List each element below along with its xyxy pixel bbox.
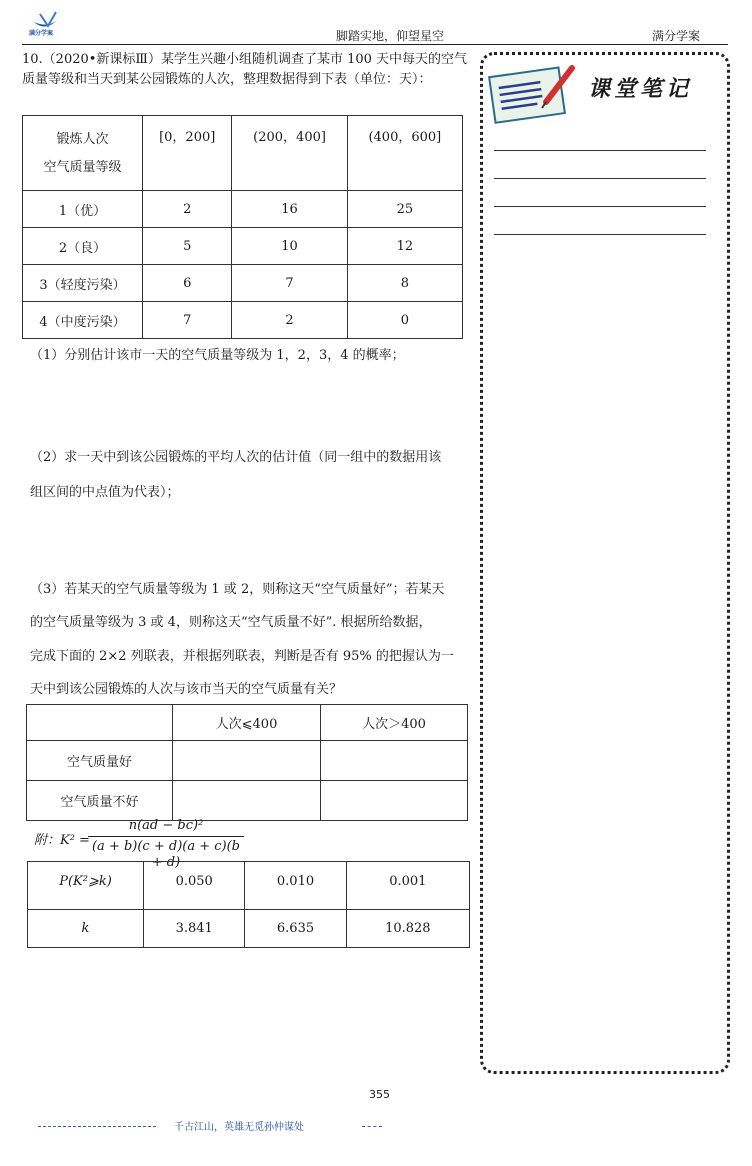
sub-question-2-line-2: 组区间的中点值为代表）； (30, 485, 180, 500)
notes-line (494, 150, 706, 151)
row-label: 空气质量好 (27, 741, 173, 781)
row-label: 2（良） (23, 228, 143, 265)
question-intro: 10.（2020•新课标Ⅲ）某学生兴趣小组随机调查了某市 100 天中每天的空气质量等级和当天到某公园锻炼的人次，整理数据得到下表（单位：天）： (22, 52, 468, 87)
class-notes-title: 课堂笔记 (588, 76, 693, 102)
table-cell: 2 (232, 302, 347, 339)
table-row (23, 228, 463, 265)
table-cell: 2 (143, 191, 232, 228)
logo-text: 满分学案 (29, 30, 54, 37)
empty-corner-cell (27, 705, 173, 741)
table-corner-cell (23, 116, 143, 191)
page-number: 355 (369, 1088, 390, 1101)
sub-question-3-line-3: 完成下面的 2×2 列联表，并根据列联表，判断是否有 95% 的把握认为一 (30, 649, 454, 664)
table-cell: 7 (232, 265, 347, 302)
table-cell: 5 (143, 228, 232, 265)
table-row (23, 265, 463, 302)
table-cell: 6.635 (245, 910, 346, 948)
corner-bottom-label: 空气质量等级 (43, 160, 122, 175)
table-cell: 0.010 (245, 862, 346, 910)
formula-denominator: (a + b)(c + d)(a + c)(b + d) (91, 839, 240, 870)
table-row (23, 191, 463, 228)
table-cell: 16 (232, 191, 347, 228)
critical-value-table (27, 861, 470, 948)
column-header: (200，400] (232, 116, 347, 191)
table-cell: 0.001 (346, 862, 469, 910)
sub-question-3-line-2: 的空气质量等级为 3 或 4，则称这天“空气质量不好”. 根据所给数据， (30, 615, 432, 630)
table-row (27, 781, 468, 821)
header-motto: 脚踏实地，仰望星空 (336, 29, 445, 43)
fraction-bar (88, 836, 244, 837)
table-cell: 3.841 (144, 910, 245, 948)
table-row (28, 862, 470, 910)
header-divider (22, 44, 728, 45)
notebook-pen-icon (488, 62, 580, 124)
formula-numerator: n(ad − bc)² (128, 818, 204, 833)
corner-top-label: 锻炼人次 (56, 132, 109, 147)
notes-line (494, 178, 706, 179)
sub-question-3-line-1: （3）若某天的空气质量等级为 1 或 2，则称这天“空气质量好”；若某天 (30, 582, 445, 597)
table-row (23, 302, 463, 339)
table-cell: 0.050 (144, 862, 245, 910)
sub-question-2-line-1: （2）求一天中到该公园锻炼的平均人次的估计值（同一组中的数据用该 (30, 450, 442, 465)
table-cell: 8 (347, 265, 462, 302)
column-header: [0，200] (143, 116, 232, 191)
footer-dash-left (38, 1126, 156, 1127)
table-cell: 0 (347, 302, 462, 339)
table-cell: 7 (143, 302, 232, 339)
row-label: 空气质量不好 (27, 781, 173, 821)
row-label: P(K²⩾k) (28, 862, 144, 910)
column-header: (400，600] (347, 116, 462, 191)
blank-answer-cell (321, 781, 468, 821)
row-label: k (28, 910, 144, 948)
table-cell: 25 (347, 191, 462, 228)
table-cell: 10.828 (346, 910, 469, 948)
air-quality-table (22, 115, 463, 339)
column-header: 人次⩽400 (173, 705, 321, 741)
table-row (28, 910, 470, 948)
sub-question-3-line-4: 天中到该公园锻炼的人次与该市当天的空气质量有关？ (30, 682, 343, 697)
contingency-table (26, 704, 468, 821)
notes-line (494, 206, 706, 207)
footer-dash-right (362, 1126, 382, 1127)
blank-answer-cell (173, 741, 321, 781)
row-label: 3（轻度污染） (23, 265, 143, 302)
formula-label: 附：K² = (34, 833, 90, 848)
table-cell: 10 (232, 228, 347, 265)
blank-answer-cell (173, 781, 321, 821)
notes-line (494, 234, 706, 235)
blank-answer-cell (321, 741, 468, 781)
header-brand: 满分学案 (652, 29, 701, 43)
table-cell: 6 (143, 265, 232, 302)
row-label: 4（中度污染） (23, 302, 143, 339)
column-header: 人次＞400 (321, 705, 468, 741)
table-row (27, 741, 468, 781)
row-label: 1（优） (23, 191, 143, 228)
table-cell: 12 (347, 228, 462, 265)
sub-question-1: （1）分别估计该市一天的空气质量等级为 1，2，3，4 的概率； (30, 348, 405, 363)
footer-slogan: 千古江山，英雄无觅孙仲谋处 (174, 1122, 304, 1133)
